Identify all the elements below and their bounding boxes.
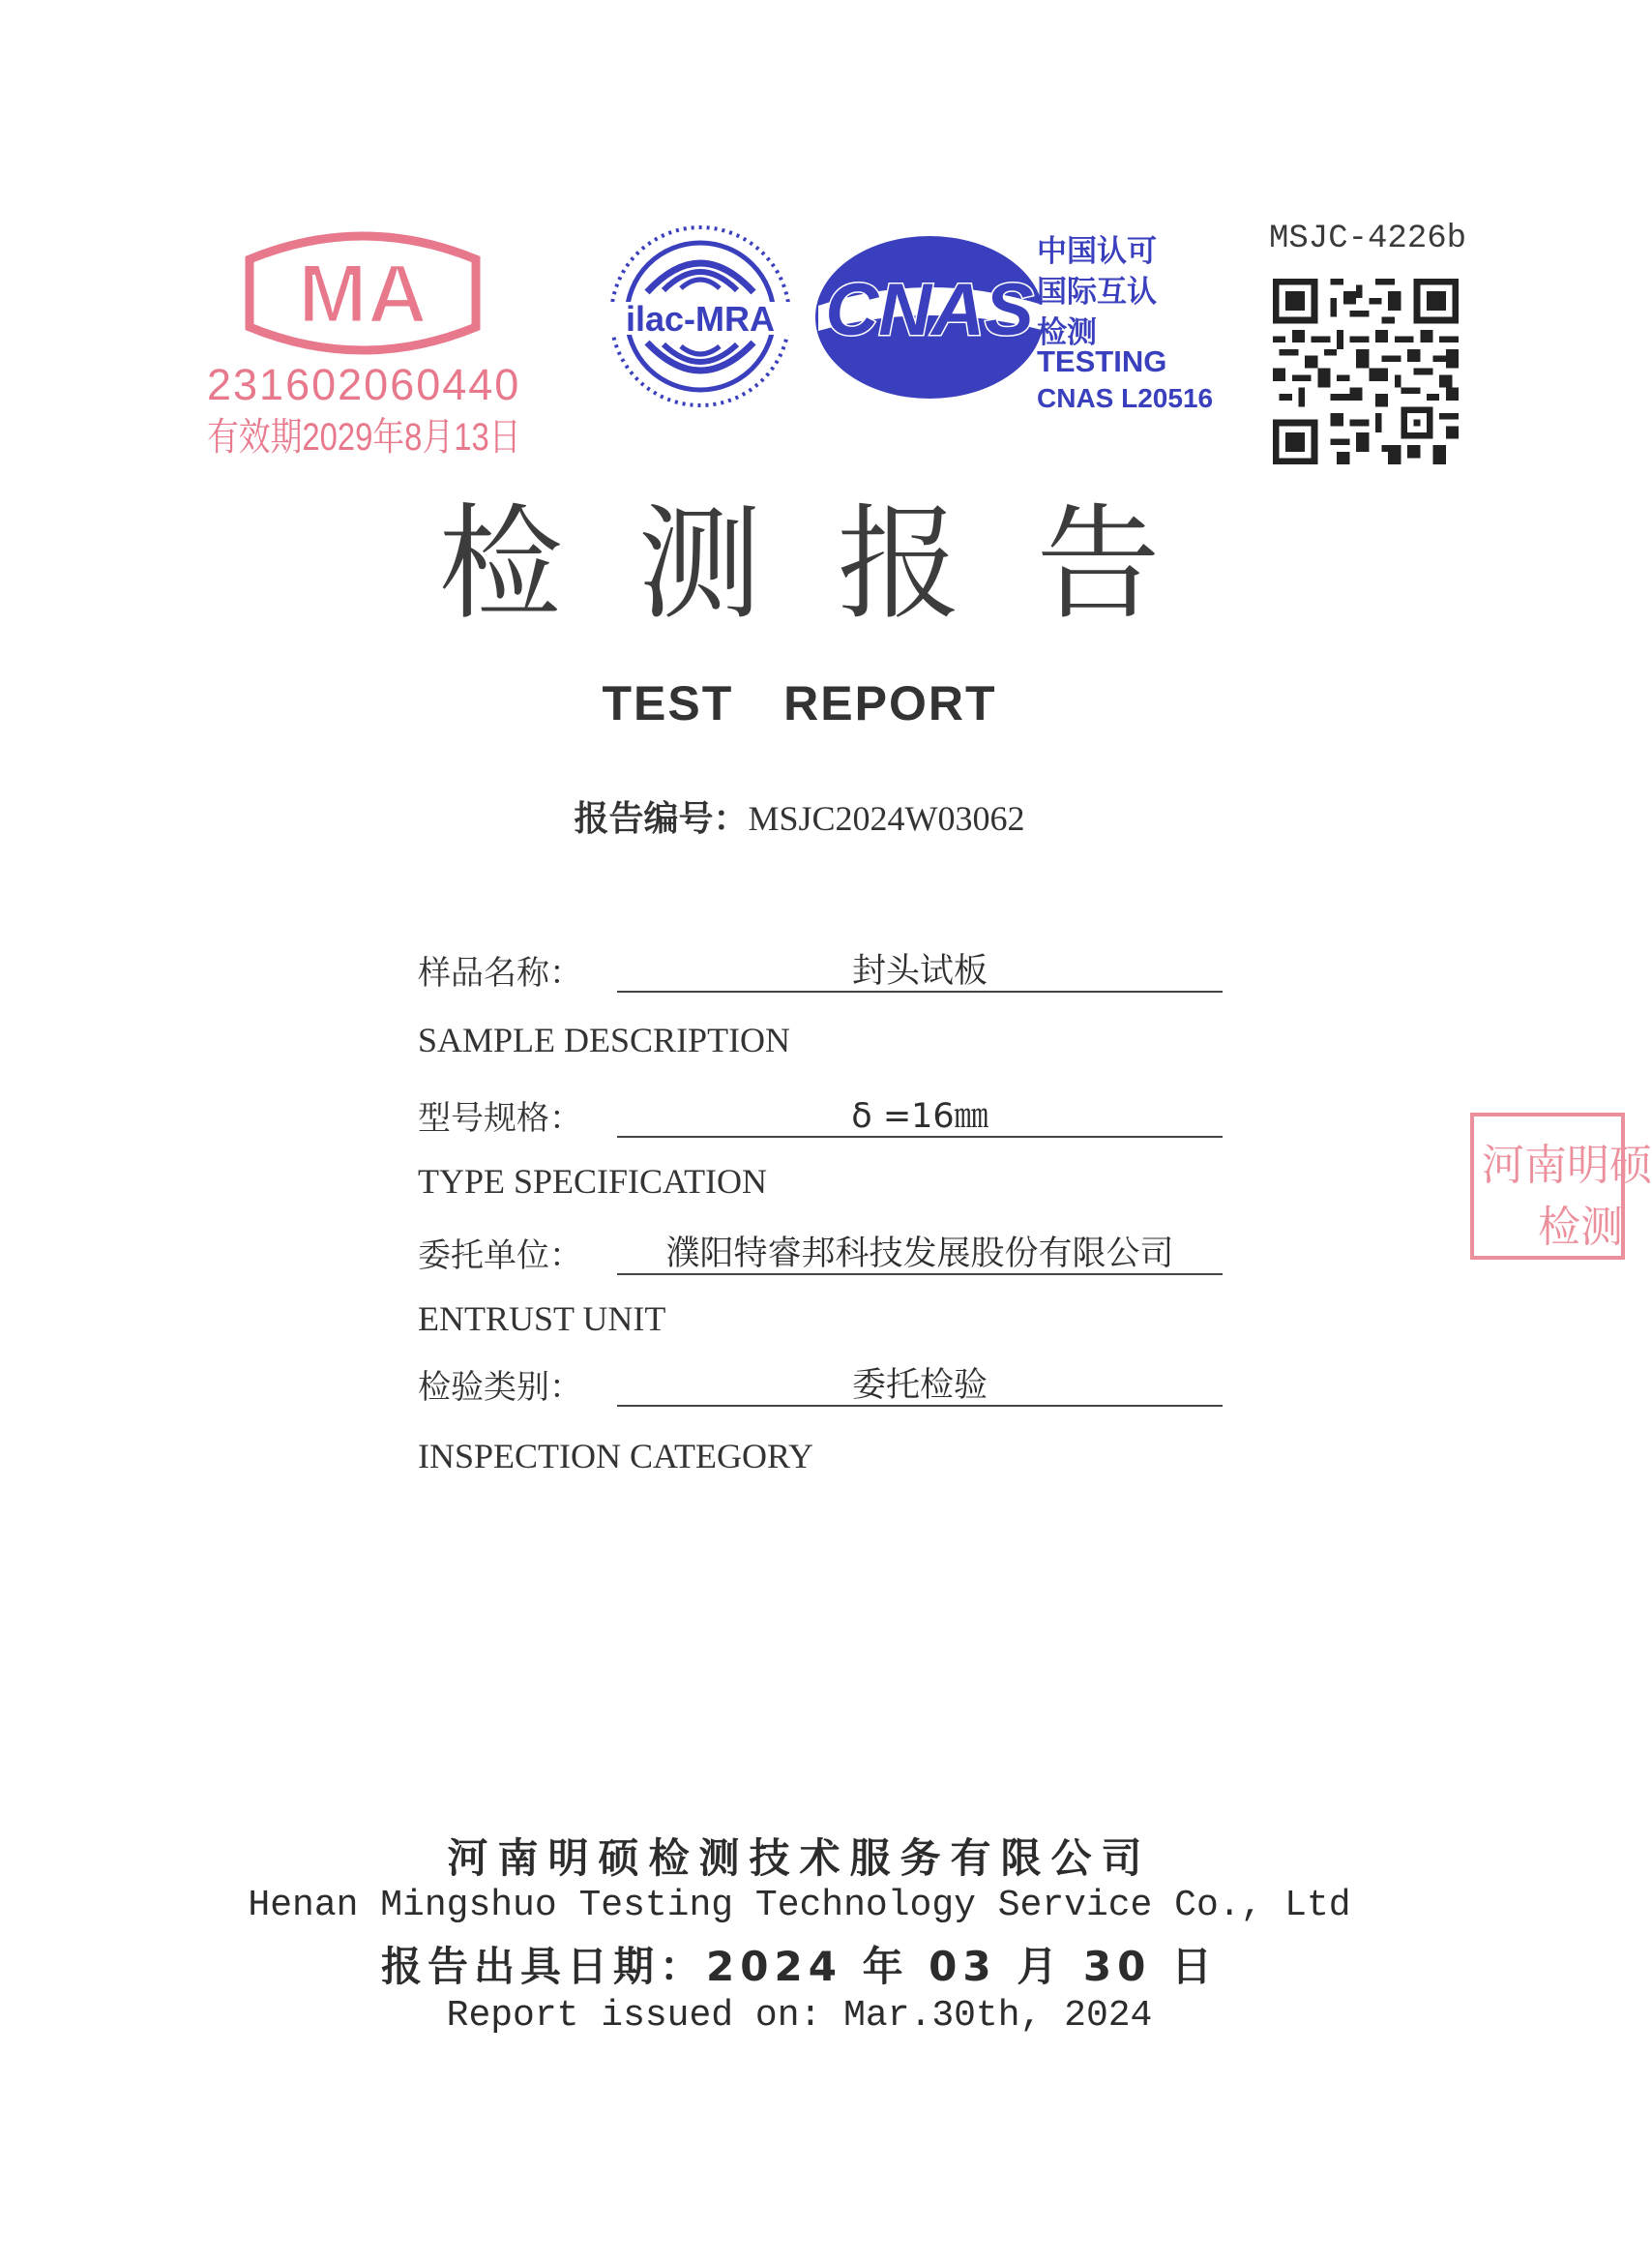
- ilac-mra-logo-icon: [604, 215, 797, 418]
- cnas-mark-text: CNAS: [825, 269, 1034, 351]
- ilac-mark-text: ilac-MRA: [625, 299, 776, 339]
- sample-name-value: 封头试板: [851, 952, 988, 991]
- inspection-category-value: 委托检验: [851, 1366, 988, 1405]
- document-code: MSJC-4226b: [1269, 221, 1467, 257]
- field-underline: [617, 1136, 1223, 1138]
- cnas-text-line: 检测: [1037, 315, 1097, 350]
- stamp-text: 检测: [1538, 1203, 1623, 1252]
- cnas-logo-icon: [809, 230, 1050, 404]
- sample-description-label: SAMPLE DESCRIPTION: [418, 1021, 791, 1059]
- cnas-text-line: TESTING: [1037, 344, 1167, 378]
- report-number-label: 报告编号：: [574, 799, 749, 839]
- inspection-category-label: 检验类别：: [418, 1368, 582, 1407]
- issue-date-cn: 报告出具日期：2024 年 03 月 30 日: [381, 1943, 1218, 1990]
- cma-mark-icon: [232, 221, 493, 366]
- type-specification-label: TYPE SPECIFICATION: [418, 1162, 768, 1201]
- report-title-en: TEST REPORT: [602, 676, 997, 730]
- report-title-cn: 检测报告: [438, 492, 1236, 637]
- company-name-en: Henan Mingshuo Testing Technology Service Co., Ltd: [248, 1885, 1351, 1926]
- cnas-text-line: 国际互认: [1037, 275, 1157, 310]
- cma-number: 231602060440: [207, 360, 521, 409]
- model-spec-value: δ =16㎜: [851, 1097, 988, 1136]
- report-number-value: MSJC2024W03062: [748, 799, 1025, 838]
- entrust-unit-label: 委托单位：: [418, 1236, 582, 1275]
- qr-code-icon[interactable]: [1273, 279, 1459, 464]
- report-number: [0, 791, 1599, 841]
- entrust-unit-en-label: ENTRUST UNIT: [418, 1299, 666, 1338]
- field-underline: [617, 991, 1223, 993]
- inspection-category-en-label: INSPECTION CATEGORY: [418, 1437, 814, 1475]
- stamp-text: 河南明硕: [1482, 1141, 1652, 1190]
- cnas-accreditation-number: CNAS L20516: [1037, 383, 1214, 413]
- cma-mark-text: MA: [298, 248, 428, 341]
- issue-date-en: Report issued on: Mar.30th, 2024: [446, 1995, 1153, 2037]
- field-underline: [617, 1273, 1223, 1275]
- company-name-cn: 河南明硕检测技术服务有限公司: [447, 1834, 1152, 1882]
- model-spec-label: 型号规格：: [418, 1099, 582, 1138]
- entrust-unit-value: 濮阳特睿邦科技发展股份有限公司: [665, 1235, 1174, 1273]
- cma-validity: 有效期2029年8月13日: [207, 416, 521, 459]
- sample-name-label: 样品名称：: [418, 954, 582, 993]
- cnas-text-line: 中国认可: [1037, 234, 1157, 269]
- field-underline: [617, 1405, 1223, 1407]
- company-stamp: [1470, 1113, 1652, 1260]
